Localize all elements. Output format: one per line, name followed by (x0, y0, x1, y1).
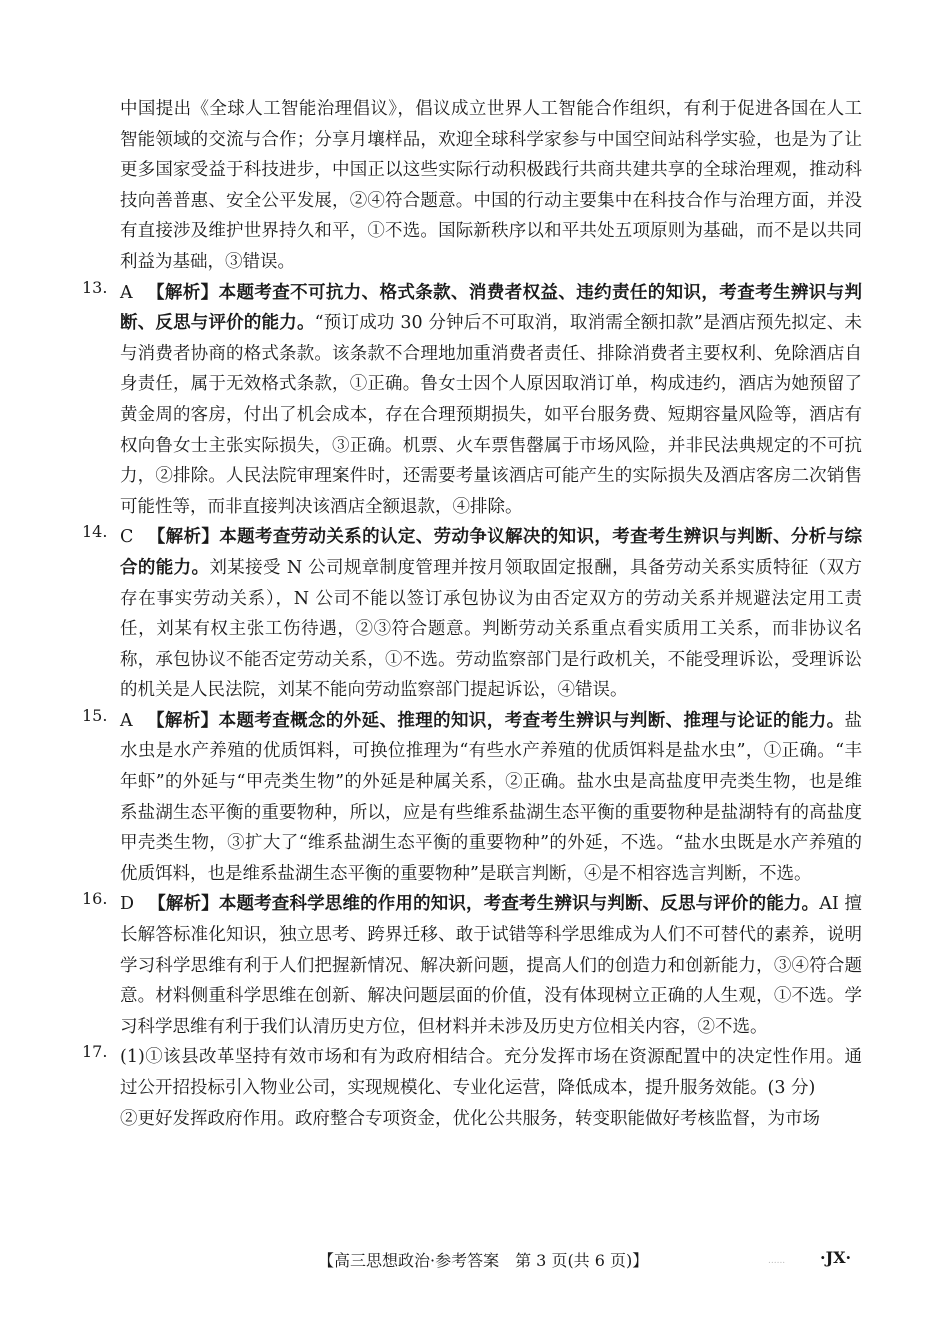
answer-item-17 (82, 1042, 862, 1134)
item-number: 14. (82, 522, 108, 542)
footer-mark: ·JX· (820, 1248, 852, 1267)
item-text (120, 706, 862, 890)
analysis-tag: 【解析】 (147, 527, 220, 548)
item-number: 13. (82, 277, 108, 297)
q17-part2: ②更好发挥政府作用。政府整合专项资金，优化公共服务，转变职能做好考核监督，为市场 (120, 1108, 820, 1129)
item-body: “预订成功 30 分钟后不可取消，取消需全额扣款”是酒店预先拟定、未与消费者协商的格式条款。该条款不合理地加重消费者责任、排除消费者主要权利、免除酒店自身责任，属于无效格式条款，①正确。鲁女士因个人原因取消订单，构成违约，酒店为她预留了黄金周的客房，付出了机会成本，存在合理预期损失，如平台服务费、短期容量风险等，酒店有权向鲁女士主张实际损失，③正确。机票、火车票售罄属于市场风险，并非民法典规定的不可抗力，②排除。人民法院审理案件时，还需要考量该酒店可能产生的实际损失及酒店客房二次销售可能性等，而非直接判决该酒店全额退款，④排除。 (120, 313, 862, 517)
answer-item-16 (82, 889, 862, 1042)
analysis-tag: 【解析】 (146, 710, 219, 731)
item-answer: A (120, 282, 133, 303)
q17-part1: (1)①该县改革坚持有效市场和有为政府相结合。充分发挥市场在资源配置中的决定性作用。通过公开招投标引入物业公司，实现规模化、专业化运营，降低成本，提升服务效能。(3 分) (120, 1047, 862, 1098)
page-footer (0, 1248, 950, 1272)
answer-item-14 (82, 522, 863, 706)
analysis-tag: 【解析】 (146, 282, 219, 303)
intro-paragraph: 中国提出《全球人工智能治理倡议》，倡议成立世界人工智能合作组织，有利于促进各国在人工智能领域的交流与合作；分享月壤样品，欢迎全球科学家参与中国空间站科学实验，也是为了让更多国家受益于科技进步，中国正以这些实际行动积极践行共商共建共享的全球治理观，推动科技向善普惠、安全公平发展，②④符合题意。中国的行动主要集中在科技合作与治理方面，并没有直接涉及维护世界持久和平，①不选。国际新秩序以和平共处五项原则为基础，而不是以共同利益为基础，③错误。 (120, 99, 862, 272)
item-answer: C (120, 527, 134, 548)
answer-item-13 (82, 277, 862, 523)
item-text (120, 278, 862, 523)
footer-title: 【高三思想政治·参考答案 第 3 页(共 6 页)】 (318, 1251, 649, 1270)
answer-content (82, 94, 863, 1134)
item-body: AI 擅长解答标准化知识，独立思考、跨界迁移、敢于试错等科学思维成为人们不可替代的素养，说明学习科学思维有利于人们把握新情况、解决新问题，提高人们的创造力和创新能力，③④符合题意。材料侧重科学思维在创新、解决问题层面的价值，没有体现树立正确的人生观，①不选。学习科学思维有利于我们认清历史方位，但材料并未涉及历史方位相关内容，②不选。 (120, 894, 862, 1037)
item-body: 盐水虫是水产养殖的优质饵料，可换位推理为“有些水产养殖的优质饵料是盐水虫”，①正确。“丰年虾”的外延与“甲壳类生物”的外延是种属关系，②正确。盐水虫是高盐度甲壳类生物，也是维系盐湖生态平衡的重要物种，所以，应是有些维系盐湖生态平衡的重要物种是盐湖特有的高盐度甲壳类生物，③扩大了“维系盐湖生态平衡的重要物种”的外延，不选。“盐水虫既是水产养殖的优质饵料，也是维系盐湖生态平衡的重要物种”是联言判断，④是不相容选言判断，不选。 (120, 710, 862, 884)
item-number: 15. (82, 705, 108, 725)
item-answer: A (120, 710, 133, 731)
item-lead: 本题考查科学思维的作用的知识，考查考生辨识与判断、反思与评价的能力。 (218, 894, 820, 915)
footer-dots: ...... (768, 1256, 786, 1266)
item-lead: 本题考查不可抗力、格式条款、消费者权益、违约责任的知识，考查考生辨识与判断、反思与评价的能力。 (120, 282, 862, 334)
item-lead: 本题考查劳动关系的认定、劳动争议解决的知识，考查考生辨识与判断、分析与综合的能力。 (120, 527, 862, 578)
item-answer: D (120, 894, 135, 915)
item-number: 16. (82, 889, 108, 909)
analysis-tag: 【解析】 (148, 894, 219, 915)
item-text (120, 522, 862, 706)
answer-item-15 (82, 705, 862, 890)
item-number: 17. (82, 1042, 108, 1062)
item-body: 刘某接受 N 公司规章制度管理并按月领取固定报酬，具备劳动关系实质特征（双方存在事实劳动关系），N 公司不能以签订承包协议为由否定双方的劳动关系并规避法定用工责任，刘某有权主张工伤待遇，②③符合题意。判断劳动关系重点看实质用工关系，而非协议名称，承包协议不能否定劳动关系，①不选。劳动监察部门是行政机关，不能受理诉讼，受理诉讼的机关是人民法院，刘某不能向劳动监察部门提起诉讼，④错误。 (120, 557, 863, 701)
item-lead: 本题考查概念的外延、推理的知识，考查考生辨识与判断、推理与论证的能力。 (218, 710, 845, 731)
item-text (120, 889, 862, 1042)
